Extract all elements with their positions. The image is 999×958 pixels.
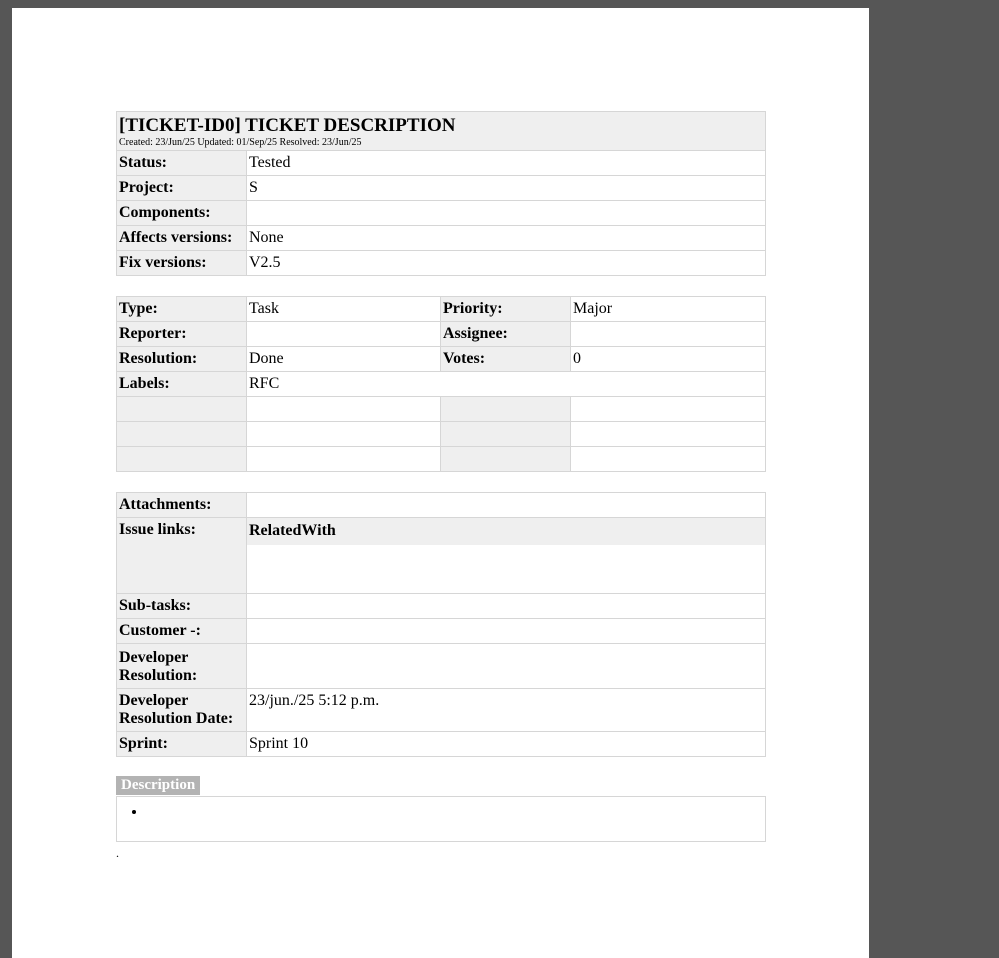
empty-row [117,447,766,472]
votes-label: Votes: [441,347,571,372]
developer-resolution-value [247,644,766,689]
components-row [117,201,766,226]
empty-cell [117,422,247,447]
empty-cell [571,447,766,472]
type-value: Task [247,297,441,322]
sprint-row [117,732,766,757]
description-bullet [147,803,765,821]
issue-links-label: Issue links: [117,518,247,594]
trailing-period: . [116,846,119,860]
customer-label: Customer -: [117,619,247,644]
description-heading: Description [116,776,200,795]
empty-cell [247,397,441,422]
empty-cell [247,422,441,447]
attachments-label: Attachments: [117,493,247,518]
developer-resolution-date-value: 23/jun./25 5:12 p.m. [247,689,766,732]
ticket-title: [TICKET-ID0] TICKET DESCRIPTION [119,115,456,136]
affects-versions-row [117,226,766,251]
empty-cell [441,397,571,422]
field-value: S [247,176,766,201]
ticket-meta: Created: 23/Jun/25 Updated: 01/Sep/25 Resolved: 23/Jun/25 [119,137,362,148]
assignee-label: Assignee: [441,322,571,347]
labels-value: RFC [247,372,766,397]
developer-resolution-date-label: Developer Resolution Date: [117,689,247,732]
description-box [116,796,766,842]
developer-resolution-row [117,644,766,689]
document-page [12,8,869,958]
type-priority-row [117,297,766,322]
empty-row [117,397,766,422]
reporter-value [247,322,441,347]
empty-cell [117,397,247,422]
issue-links-table [247,518,765,593]
field-value: V2.5 [247,251,766,276]
labels-label: Labels: [117,372,247,397]
developer-resolution-date-row [117,689,766,732]
empty-cell [441,447,571,472]
subtasks-value [247,594,766,619]
reporter-label: Reporter: [117,322,247,347]
empty-row [117,422,766,447]
empty-cell [117,447,247,472]
field-value [247,201,766,226]
issue-links-body [247,545,765,593]
project-row [117,176,766,201]
field-value: None [247,226,766,251]
attachments-value [247,493,766,518]
customer-row [117,619,766,644]
resolution-value: Done [247,347,441,372]
assignee-value [571,322,766,347]
votes-value: 0 [571,347,766,372]
field-label: Status: [117,151,247,176]
labels-row [117,372,766,397]
resolution-label: Resolution: [117,347,247,372]
ticket-document [116,111,766,861]
developer-resolution-label: Developer Resolution: [117,644,247,689]
empty-cell [441,422,571,447]
sprint-value: Sprint 10 [247,732,766,757]
subtasks-label: Sub-tasks: [117,594,247,619]
field-label: Components: [117,201,247,226]
status-row [117,151,766,176]
ticket-header [117,112,766,151]
sprint-label: Sprint: [117,732,247,757]
empty-cell [571,422,766,447]
field-label: Project: [117,176,247,201]
field-label: Fix versions: [117,251,247,276]
customer-value [247,619,766,644]
summary-table [116,111,766,276]
issue-links-row [117,518,766,594]
field-label: Affects versions: [117,226,247,251]
ticket-header-row [117,112,766,151]
fix-versions-row [117,251,766,276]
empty-cell [571,397,766,422]
issue-links-value [247,518,766,594]
priority-value: Major [571,297,766,322]
reporter-assignee-row [117,322,766,347]
issue-links-header: RelatedWith [247,518,765,545]
field-value: Tested [247,151,766,176]
attachments-row [117,493,766,518]
description-list [127,803,765,821]
type-label: Type: [117,297,247,322]
extra-fields-table [116,492,766,757]
resolution-votes-row [117,347,766,372]
details-table [116,296,766,472]
subtasks-row [117,594,766,619]
priority-label: Priority: [441,297,571,322]
empty-cell [247,447,441,472]
